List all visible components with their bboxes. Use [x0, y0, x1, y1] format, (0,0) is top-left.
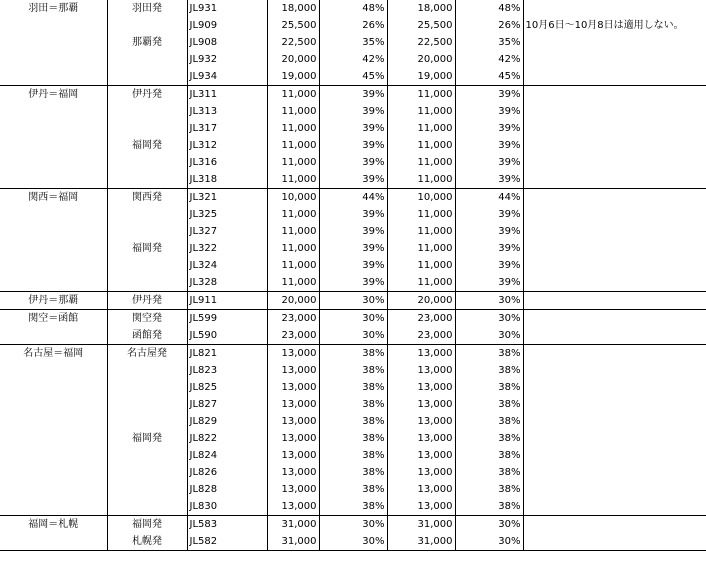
route-cell [0, 171, 107, 189]
note-cell [523, 379, 706, 396]
discount-rate-alt-cell: 30% [455, 292, 523, 310]
fare-cell: 13,000 [267, 362, 319, 379]
direction-cell: 福岡発 [107, 137, 187, 154]
direction-cell [107, 464, 187, 481]
discount-rate-cell: 45% [319, 68, 387, 86]
fare-cell: 25,500 [267, 17, 319, 34]
table-row [0, 137, 706, 154]
discount-rate-alt-cell: 38% [455, 379, 523, 396]
route-cell [0, 137, 107, 154]
discount-rate-cell: 38% [319, 345, 387, 363]
direction-cell [107, 51, 187, 68]
table-row [0, 0, 706, 17]
note-cell [523, 171, 706, 189]
fare-alt-cell: 19,000 [387, 68, 455, 86]
discount-rate-cell: 38% [319, 481, 387, 498]
direction-cell: 伊丹発 [107, 292, 187, 310]
fare-cell: 22,500 [267, 34, 319, 51]
fare-cell: 18,000 [267, 0, 319, 17]
fare-cell: 11,000 [267, 223, 319, 240]
discount-rate-alt-cell: 39% [455, 206, 523, 223]
route-cell [0, 362, 107, 379]
fare-cell: 11,000 [267, 137, 319, 154]
table-row [0, 396, 706, 413]
direction-cell [107, 17, 187, 34]
discount-rate-alt-cell: 39% [455, 120, 523, 137]
route-cell: 福岡＝札幌 [0, 516, 107, 534]
flight-number-cell: JL311 [187, 86, 267, 104]
flight-number-cell: JL825 [187, 379, 267, 396]
table-row [0, 481, 706, 498]
direction-cell [107, 447, 187, 464]
note-cell [523, 223, 706, 240]
discount-rate-alt-cell: 30% [455, 533, 523, 551]
table-row [0, 120, 706, 137]
table-row [0, 51, 706, 68]
fare-alt-cell: 25,500 [387, 17, 455, 34]
flight-number-cell: JL909 [187, 17, 267, 34]
fare-alt-cell: 11,000 [387, 86, 455, 104]
fare-alt-cell: 18,000 [387, 0, 455, 17]
discount-rate-alt-cell: 48% [455, 0, 523, 17]
table-row [0, 430, 706, 447]
flight-number-cell: JL318 [187, 171, 267, 189]
note-cell [523, 310, 706, 328]
route-cell: 関空＝函館 [0, 310, 107, 328]
table-row [0, 189, 706, 207]
note-cell [523, 137, 706, 154]
note-cell [523, 51, 706, 68]
direction-cell: 福岡発 [107, 430, 187, 447]
route-cell [0, 274, 107, 292]
flight-number-cell: JL821 [187, 345, 267, 363]
table-row [0, 345, 706, 363]
fare-alt-cell: 13,000 [387, 447, 455, 464]
route-cell [0, 51, 107, 68]
flight-number-cell: JL322 [187, 240, 267, 257]
fare-alt-cell: 20,000 [387, 51, 455, 68]
flight-number-cell: JL599 [187, 310, 267, 328]
direction-cell: 函館発 [107, 327, 187, 345]
discount-rate-cell: 30% [319, 292, 387, 310]
table-row [0, 223, 706, 240]
fare-alt-cell: 11,000 [387, 257, 455, 274]
discount-rate-alt-cell: 39% [455, 257, 523, 274]
discount-rate-cell: 38% [319, 379, 387, 396]
fare-cell: 10,000 [267, 189, 319, 207]
discount-rate-alt-cell: 38% [455, 447, 523, 464]
discount-rate-alt-cell: 39% [455, 86, 523, 104]
note-cell [523, 103, 706, 120]
direction-cell [107, 120, 187, 137]
discount-rate-cell: 39% [319, 171, 387, 189]
note-cell [523, 396, 706, 413]
discount-rate-alt-cell: 39% [455, 103, 523, 120]
flight-number-cell: JL583 [187, 516, 267, 534]
note-cell [523, 86, 706, 104]
fare-alt-cell: 11,000 [387, 154, 455, 171]
fare-alt-cell: 13,000 [387, 396, 455, 413]
discount-rate-alt-cell: 39% [455, 137, 523, 154]
discount-rate-alt-cell: 38% [455, 362, 523, 379]
table-row [0, 413, 706, 430]
discount-rate-cell: 38% [319, 396, 387, 413]
discount-rate-cell: 39% [319, 86, 387, 104]
note-cell [523, 430, 706, 447]
discount-rate-cell: 35% [319, 34, 387, 51]
fare-cell: 31,000 [267, 516, 319, 534]
fare-alt-cell: 13,000 [387, 362, 455, 379]
flight-number-cell: JL312 [187, 137, 267, 154]
route-cell: 伊丹＝那覇 [0, 292, 107, 310]
route-cell [0, 240, 107, 257]
discount-rate-alt-cell: 38% [455, 464, 523, 481]
note-cell [523, 345, 706, 363]
table-row [0, 34, 706, 51]
table-row [0, 257, 706, 274]
fare-alt-cell: 11,000 [387, 120, 455, 137]
route-cell [0, 68, 107, 86]
note-cell [523, 362, 706, 379]
flight-number-cell: JL828 [187, 481, 267, 498]
flight-number-cell: JL582 [187, 533, 267, 551]
note-cell [523, 120, 706, 137]
direction-cell: 関西発 [107, 189, 187, 207]
table-row [0, 17, 706, 34]
discount-rate-cell: 42% [319, 51, 387, 68]
table-row [0, 171, 706, 189]
route-cell [0, 413, 107, 430]
fare-alt-cell: 11,000 [387, 274, 455, 292]
discount-rate-cell: 39% [319, 137, 387, 154]
direction-cell: 福岡発 [107, 240, 187, 257]
fare-alt-cell: 13,000 [387, 498, 455, 516]
direction-cell: 羽田発 [107, 0, 187, 17]
fare-alt-cell: 13,000 [387, 379, 455, 396]
direction-cell: 関空発 [107, 310, 187, 328]
route-cell [0, 120, 107, 137]
fare-cell: 20,000 [267, 292, 319, 310]
direction-cell [107, 274, 187, 292]
fare-cell: 23,000 [267, 327, 319, 345]
route-cell: 伊丹＝福岡 [0, 86, 107, 104]
note-cell [523, 68, 706, 86]
note-cell [523, 516, 706, 534]
direction-cell: 那覇発 [107, 34, 187, 51]
flight-number-cell: JL822 [187, 430, 267, 447]
direction-cell: 福岡発 [107, 516, 187, 534]
fare-cell: 11,000 [267, 120, 319, 137]
table-row [0, 533, 706, 551]
fare-cell: 20,000 [267, 51, 319, 68]
discount-rate-cell: 39% [319, 223, 387, 240]
discount-rate-cell: 39% [319, 154, 387, 171]
flight-number-cell: JL932 [187, 51, 267, 68]
discount-rate-alt-cell: 44% [455, 189, 523, 207]
note-cell [523, 206, 706, 223]
fare-alt-cell: 23,000 [387, 327, 455, 345]
route-cell [0, 533, 107, 551]
fare-alt-cell: 11,000 [387, 240, 455, 257]
route-cell [0, 34, 107, 51]
fare-cell: 11,000 [267, 206, 319, 223]
route-cell [0, 498, 107, 516]
fare-cell: 13,000 [267, 481, 319, 498]
discount-rate-alt-cell: 39% [455, 223, 523, 240]
table-row [0, 274, 706, 292]
fare-alt-cell: 11,000 [387, 137, 455, 154]
flight-number-cell: JL313 [187, 103, 267, 120]
table-row [0, 464, 706, 481]
flight-number-cell: JL931 [187, 0, 267, 17]
fare-cell: 11,000 [267, 257, 319, 274]
note-cell: 10月6日～10月8日は適用しない。 [523, 17, 706, 34]
route-cell [0, 396, 107, 413]
discount-rate-cell: 26% [319, 17, 387, 34]
flight-number-cell: JL327 [187, 223, 267, 240]
fare-alt-cell: 23,000 [387, 310, 455, 328]
route-cell [0, 379, 107, 396]
fare-alt-cell: 13,000 [387, 464, 455, 481]
flight-number-cell: JL325 [187, 206, 267, 223]
fare-cell: 13,000 [267, 498, 319, 516]
discount-rate-alt-cell: 38% [455, 498, 523, 516]
direction-cell [107, 396, 187, 413]
flight-number-cell: JL830 [187, 498, 267, 516]
direction-cell [107, 362, 187, 379]
direction-cell: 名古屋発 [107, 345, 187, 363]
discount-rate-cell: 38% [319, 362, 387, 379]
note-cell [523, 413, 706, 430]
discount-rate-cell: 38% [319, 498, 387, 516]
fare-alt-cell: 31,000 [387, 533, 455, 551]
note-cell [523, 154, 706, 171]
note-cell [523, 292, 706, 310]
flight-number-cell: JL826 [187, 464, 267, 481]
discount-rate-cell: 30% [319, 327, 387, 345]
discount-rate-alt-cell: 39% [455, 240, 523, 257]
fare-alt-cell: 11,000 [387, 206, 455, 223]
fare-cell: 11,000 [267, 103, 319, 120]
note-cell [523, 274, 706, 292]
table-row [0, 154, 706, 171]
discount-rate-cell: 30% [319, 310, 387, 328]
route-cell [0, 257, 107, 274]
route-cell [0, 103, 107, 120]
route-cell: 羽田＝那覇 [0, 0, 107, 17]
fare-alt-cell: 11,000 [387, 171, 455, 189]
route-cell [0, 206, 107, 223]
fare-alt-cell: 11,000 [387, 103, 455, 120]
discount-rate-cell: 39% [319, 206, 387, 223]
flight-number-cell: JL908 [187, 34, 267, 51]
fare-alt-cell: 13,000 [387, 481, 455, 498]
table-row [0, 362, 706, 379]
route-cell [0, 464, 107, 481]
note-cell [523, 464, 706, 481]
flight-number-cell: JL911 [187, 292, 267, 310]
note-cell [523, 533, 706, 551]
discount-rate-alt-cell: 38% [455, 345, 523, 363]
discount-rate-alt-cell: 42% [455, 51, 523, 68]
discount-rate-cell: 39% [319, 240, 387, 257]
discount-rate-cell: 30% [319, 533, 387, 551]
fare-alt-cell: 13,000 [387, 345, 455, 363]
discount-rate-cell: 38% [319, 413, 387, 430]
route-cell [0, 327, 107, 345]
discount-rate-alt-cell: 38% [455, 430, 523, 447]
table-row [0, 447, 706, 464]
discount-rate-alt-cell: 39% [455, 154, 523, 171]
table-row [0, 327, 706, 345]
direction-cell: 伊丹発 [107, 86, 187, 104]
direction-cell [107, 103, 187, 120]
flight-number-cell: JL316 [187, 154, 267, 171]
discount-rate-alt-cell: 45% [455, 68, 523, 86]
note-cell [523, 481, 706, 498]
note-cell [523, 34, 706, 51]
route-cell [0, 17, 107, 34]
discount-rate-alt-cell: 26% [455, 17, 523, 34]
fare-cell: 13,000 [267, 396, 319, 413]
flight-number-cell: JL317 [187, 120, 267, 137]
discount-rate-cell: 39% [319, 274, 387, 292]
fare-alt-cell: 13,000 [387, 413, 455, 430]
note-cell [523, 189, 706, 207]
route-cell: 関西＝福岡 [0, 189, 107, 207]
discount-rate-alt-cell: 38% [455, 413, 523, 430]
fare-cell: 13,000 [267, 345, 319, 363]
fare-cell: 11,000 [267, 240, 319, 257]
fare-cell: 11,000 [267, 171, 319, 189]
discount-rate-cell: 38% [319, 447, 387, 464]
discount-rate-cell: 44% [319, 189, 387, 207]
flight-number-cell: JL823 [187, 362, 267, 379]
flight-number-cell: JL324 [187, 257, 267, 274]
direction-cell [107, 206, 187, 223]
route-cell [0, 430, 107, 447]
direction-cell: 札幌発 [107, 533, 187, 551]
table-row [0, 379, 706, 396]
table-row [0, 516, 706, 534]
flight-number-cell: JL328 [187, 274, 267, 292]
table-row [0, 240, 706, 257]
route-cell [0, 481, 107, 498]
table-row [0, 103, 706, 120]
discount-rate-cell: 39% [319, 103, 387, 120]
fare-cell: 11,000 [267, 86, 319, 104]
direction-cell [107, 171, 187, 189]
flight-number-cell: JL934 [187, 68, 267, 86]
discount-rate-alt-cell: 39% [455, 171, 523, 189]
direction-cell [107, 413, 187, 430]
fare-cell: 13,000 [267, 379, 319, 396]
direction-cell [107, 481, 187, 498]
note-cell [523, 257, 706, 274]
fare-cell: 13,000 [267, 430, 319, 447]
table-row [0, 68, 706, 86]
route-cell [0, 223, 107, 240]
note-cell [523, 327, 706, 345]
discount-rate-alt-cell: 38% [455, 396, 523, 413]
direction-cell [107, 498, 187, 516]
flight-number-cell: JL824 [187, 447, 267, 464]
fare-cell: 13,000 [267, 464, 319, 481]
discount-rate-alt-cell: 30% [455, 516, 523, 534]
flight-number-cell: JL827 [187, 396, 267, 413]
fare-cell: 13,000 [267, 413, 319, 430]
discount-rate-alt-cell: 39% [455, 274, 523, 292]
direction-cell [107, 154, 187, 171]
flight-number-cell: JL590 [187, 327, 267, 345]
fare-cell: 23,000 [267, 310, 319, 328]
fare-cell: 13,000 [267, 447, 319, 464]
direction-cell [107, 379, 187, 396]
table-row [0, 498, 706, 516]
fare-cell: 31,000 [267, 533, 319, 551]
table-row [0, 310, 706, 328]
note-cell [523, 498, 706, 516]
fare-cell: 11,000 [267, 154, 319, 171]
fare-alt-cell: 11,000 [387, 223, 455, 240]
discount-rate-cell: 30% [319, 516, 387, 534]
direction-cell [107, 257, 187, 274]
flight-number-cell: JL321 [187, 189, 267, 207]
note-cell [523, 0, 706, 17]
discount-rate-alt-cell: 30% [455, 310, 523, 328]
fare-alt-cell: 10,000 [387, 189, 455, 207]
route-cell [0, 154, 107, 171]
direction-cell [107, 68, 187, 86]
discount-rate-cell: 39% [319, 120, 387, 137]
fare-cell: 11,000 [267, 274, 319, 292]
note-cell [523, 240, 706, 257]
table-row [0, 292, 706, 310]
fare-alt-cell: 22,500 [387, 34, 455, 51]
table-row [0, 86, 706, 104]
flight-number-cell: JL829 [187, 413, 267, 430]
fare-alt-cell: 13,000 [387, 430, 455, 447]
note-cell [523, 447, 706, 464]
direction-cell [107, 223, 187, 240]
discount-rate-cell: 38% [319, 464, 387, 481]
route-cell [0, 447, 107, 464]
discount-rate-alt-cell: 30% [455, 327, 523, 345]
discount-rate-alt-cell: 35% [455, 34, 523, 51]
discount-rate-cell: 48% [319, 0, 387, 17]
table-row [0, 206, 706, 223]
fare-alt-cell: 31,000 [387, 516, 455, 534]
fare-cell: 19,000 [267, 68, 319, 86]
fare-alt-cell: 20,000 [387, 292, 455, 310]
discount-rate-cell: 39% [319, 257, 387, 274]
route-cell: 名古屋＝福岡 [0, 345, 107, 363]
discount-rate-cell: 38% [319, 430, 387, 447]
discount-rate-alt-cell: 38% [455, 481, 523, 498]
